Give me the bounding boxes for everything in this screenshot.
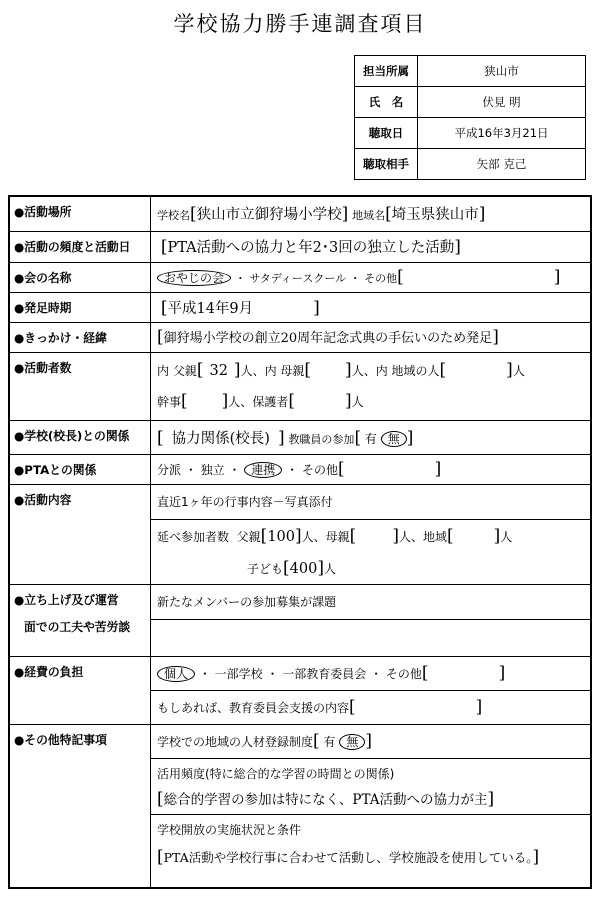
- unit: 人: [301, 529, 314, 544]
- start-value: 平成14年9月: [167, 300, 254, 317]
- pta-row: 分派 ・ 独立 ・ 連携 ・ その他[ ]: [151, 454, 592, 484]
- setup-label: [9, 584, 151, 656]
- cost-label: ●経費の負担: [9, 656, 151, 724]
- registry-no-selected: 無: [339, 734, 365, 750]
- usage-value: 総合的学習の参加は特になく、PTA活動への協力が主: [163, 791, 488, 808]
- freq-row: [PTA活動への協力と年2･3回の独立した活動]: [151, 231, 592, 262]
- trigger-row: [御狩場小学校の創立20周年記念式典の手伝いのため発足]: [151, 322, 592, 352]
- children-count: 400: [289, 560, 318, 577]
- assoc-name-options: ・ サタディースクール ・ その他: [234, 272, 398, 285]
- registry-yes: 有: [323, 734, 336, 749]
- other-label: ●その他特記事項: [9, 724, 151, 888]
- pta-options: 分派 ・ 独立 ・: [157, 463, 241, 477]
- opening-value: PTA活動や学校行事に合わせて活動し、学校施設を使用している。: [163, 849, 533, 865]
- trigger-label: ●きっかけ・経緯: [9, 322, 151, 352]
- dept-value: 狭山市: [418, 56, 586, 87]
- school-rel-value: 協力関係(校長): [171, 430, 270, 447]
- interviewee-value: 矢部 克己: [418, 149, 586, 180]
- school-label: 学校名: [157, 209, 190, 223]
- setup-row: [151, 584, 592, 656]
- content-row: 直近1ヶ年の行事内容－写真添付 延べ参加者数 父親[100]人、母親[ ]人、地域[ ]人 子ども[400]人: [151, 484, 592, 584]
- cost-options: ・ 一部学校 ・ 一部教育委員会 ・ その他: [198, 666, 422, 681]
- registry-label: 学校での地域の人材登録制度: [157, 734, 314, 749]
- school-rel-label: ●学校(校長)との関係: [9, 420, 151, 454]
- content-mothers-label: 、母親: [313, 529, 350, 544]
- start-row: [平成14年9月 ]: [151, 292, 592, 322]
- freq-label: ●活動の頻度と活動日: [9, 231, 151, 262]
- content-locals-label: 、地域: [410, 529, 447, 544]
- date-value: 平成16年3月21日: [418, 118, 586, 149]
- members-row: 内 父親[ 32 ]人、内 母親[ ]人、内 地域の人[ ]人 幹事[ ]人、保護者[ ]人: [151, 352, 592, 420]
- total-label: 延べ参加者数: [157, 529, 230, 544]
- info-table: [354, 55, 586, 180]
- unit: 人: [500, 529, 513, 544]
- fathers-label: 内 父親: [157, 364, 197, 378]
- unit: 人: [240, 364, 253, 378]
- children-label: 子ども: [247, 561, 284, 576]
- dept-label: 担当所属: [355, 56, 418, 87]
- place-label: ●活動場所: [9, 196, 151, 231]
- date-label: 聴取日: [355, 118, 418, 149]
- start-label: ●発足時期: [9, 292, 151, 322]
- content-label: ●活動内容: [9, 484, 151, 584]
- usage-label: 活用頻度(特に総合的な学習の時間との関係): [157, 766, 395, 781]
- setup-value: 新たなメンバーの参加募集が課題: [151, 585, 590, 620]
- staff-no-selected: 無: [381, 431, 407, 447]
- unit: 人: [398, 529, 411, 544]
- content-fathers-count: 100: [267, 528, 295, 545]
- content-fathers-label: 父親: [236, 529, 261, 544]
- pta-selected: 連携: [244, 462, 282, 478]
- school-value: 狭山市立御狩場小学校: [196, 207, 342, 224]
- name-label: 氏 名: [355, 87, 418, 118]
- area-value: 埼玉県狭山市: [391, 207, 479, 224]
- page-title: 学校協力勝手連調査項目: [173, 12, 427, 36]
- cost-row: 個人 ・ 一部学校 ・ 一部教育委員会 ・ その他[ ] もしあれば、教育委員会支援の内容[ ]: [151, 656, 592, 724]
- cost-selected: 個人: [157, 666, 195, 682]
- unit: 人: [351, 395, 364, 409]
- locals-label: 、内 地域の人: [363, 364, 440, 378]
- unit: 人: [323, 561, 336, 576]
- cost-support: もしあれば、教育委員会支援の内容: [157, 700, 350, 715]
- trigger-value: 御狩場小学校の創立20周年記念式典の手伝いのため発足: [163, 331, 493, 346]
- assoc-name-selected: おやじの会: [157, 270, 231, 286]
- setup-label-1: ●立ち上げ及び運営: [14, 592, 119, 607]
- place-row: 学校名[狭山市立御狩場小学校] 地域名[埼玉県狭山市]: [151, 196, 592, 231]
- fathers-count: 32: [209, 363, 228, 379]
- name-value: 伏見 明: [418, 87, 586, 118]
- freq-value: PTA活動への協力と年2･3回の独立した活動: [167, 240, 455, 256]
- unit: 人: [351, 364, 364, 378]
- interviewee-label: 聴取相手: [355, 149, 418, 180]
- staff-yes: 有: [364, 431, 377, 446]
- pta-other: ・ その他: [286, 463, 338, 477]
- staff-label: 教職員の参加: [288, 432, 355, 446]
- mothers-label: 、内 母親: [252, 364, 305, 378]
- unit: 人: [228, 395, 241, 409]
- survey-table: [8, 195, 592, 889]
- officers-label: 幹事: [157, 395, 182, 409]
- area-label: 地域名: [352, 209, 386, 223]
- assoc-name-label: ●会の名称: [9, 262, 151, 292]
- assoc-name-row: おやじの会 ・ サタディースクール ・ その他[ ]: [151, 262, 592, 292]
- school-rel-row: [ 協力関係(校長) ] 教職員の参加[ 有 無 ]: [151, 420, 592, 454]
- guardians-label: 、保護者: [240, 395, 289, 409]
- setup-label-2: 面での工夫や苦労談: [24, 619, 131, 634]
- unit: 人: [512, 364, 525, 378]
- pta-label: ●PTAとの関係: [9, 454, 151, 484]
- opening-label: 学校開放の実施状況と条件: [157, 822, 302, 837]
- members-label: ●活動者数: [9, 352, 151, 420]
- other-row: 学校での地域の人材登録制度[ 有 無 ] 活用頻度(特に総合的な学習の時間との関係) [総合的学習の参加は特になく、PTA活動への協力が主] 学校開放の実施状況と条件 [PTA活動や学校行事に合わせて活動し、学校施設を使用している。]: [151, 724, 592, 888]
- content-line1: 直近1ヶ年の行事内容－写真添付: [151, 485, 590, 520]
